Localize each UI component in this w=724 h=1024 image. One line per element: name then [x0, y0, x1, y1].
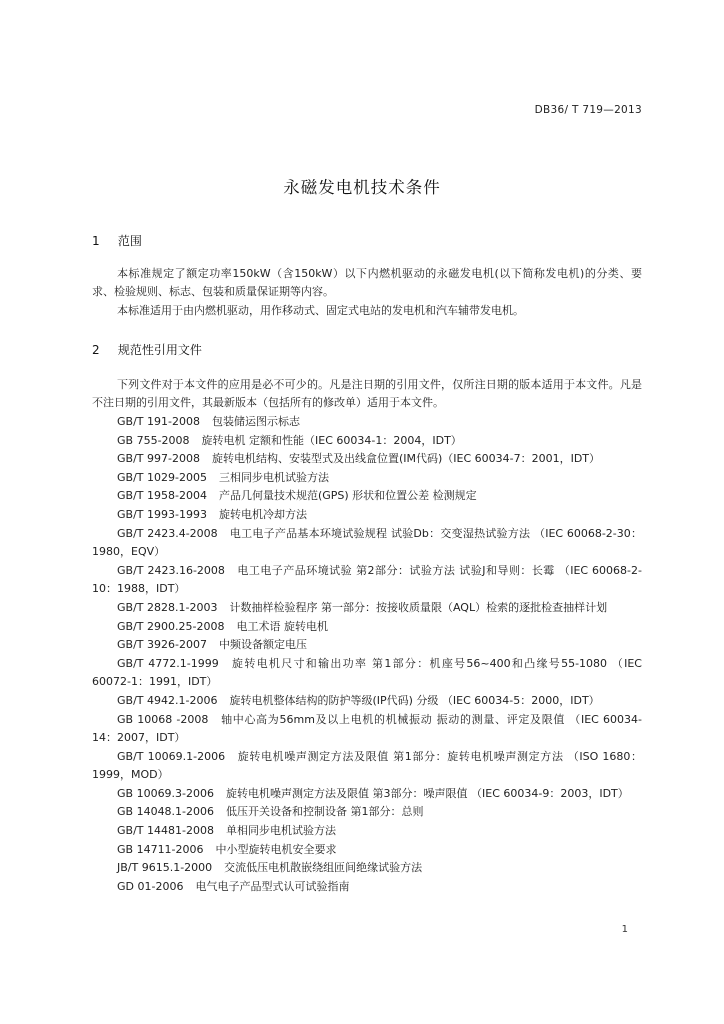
reference-title: 单相同步电机试验方法 [225, 824, 336, 838]
reference-item [92, 562, 642, 599]
document-title: 永磁发电机技术条件 [283, 178, 441, 197]
reference-code: GB/T 2828.1-2003 [117, 600, 218, 614]
section-1-heading [92, 232, 142, 249]
reference-title: 三相同步电机试验方法 [218, 470, 329, 484]
reference-title: 旋转电机整体结构的防护等级(IP代码) 分级 （IEC 60034-5：2000，IDT） [229, 693, 600, 707]
reference-title: 包装储运图示标志 [211, 415, 300, 428]
reference-title: 旋转电机尺寸和输出功率 第1部分：机座号56~400和凸缘号55-1080 （IEC 60072-1：1991，IDT） [92, 656, 642, 689]
reference-title: 旋转电机噪声测定方法及限值 第1部分：旋转电机噪声测定方法 （ISO 1680：1999，MOD） [92, 749, 642, 782]
reference-code: GB/T 1958-2004 [117, 489, 207, 503]
section-2-heading [92, 341, 202, 358]
reference-list [92, 413, 642, 896]
reference-item [92, 878, 642, 897]
reference-title: 中频设备额定电压 [218, 638, 307, 652]
reference-item [92, 655, 642, 692]
reference-title: 电工术语 旋转电机 [236, 619, 328, 633]
reference-code: GB 14711-2006 [117, 842, 204, 856]
reference-title: 交流低压电机散嵌绕组匝间绝缘试验方法 [224, 861, 423, 875]
reference-item [92, 748, 642, 785]
reference-item [92, 506, 642, 525]
reference-item [92, 618, 642, 637]
reference-item [92, 841, 642, 860]
section-number: 1 [92, 234, 100, 248]
reference-item [92, 692, 642, 711]
reference-title: 中小型旋转电机安全要求 [215, 842, 337, 856]
reference-code: JB/T 9615.1-2000 [117, 861, 213, 875]
reference-title: 产品几何量技术规范(GPS) 形状和位置公差 检测规定 [218, 489, 477, 503]
reference-code: GB/T 4942.1-2006 [117, 693, 218, 707]
reference-code: GB/T 10069.1-2006 [117, 749, 226, 763]
section-number: 2 [92, 343, 100, 357]
reference-code: GB 755-2008 [117, 433, 190, 447]
reference-code: GB 14048.1-2006 [117, 805, 215, 819]
reference-item [92, 822, 642, 841]
reference-code: GB/T 2900.25-2008 [117, 619, 225, 633]
reference-code: GB/T 191-2008 [117, 415, 200, 428]
reference-item [92, 859, 642, 878]
reference-item [92, 803, 642, 822]
reference-title: 旋转电机 定额和性能（IEC 60034-1：2004，IDT） [201, 433, 462, 447]
reference-code: GB/T 3926-2007 [117, 638, 207, 652]
scope-paragraph-1: 本标准规定了额定功率150kW（含150kW）以下内燃机驱动的永磁发电机(以下简称发电机)的分类、要求、检验规则、标志、包装和质量保证期等内容。 [92, 267, 642, 298]
scope-paragraph-2: 本标准适用于由内燃机驱动，用作移动式、固定式电站的发电机和汽车辅带发电机。 [117, 304, 524, 317]
reference-item [92, 636, 642, 655]
reference-code: GB/T 2423.4-2008 [117, 526, 218, 540]
reference-item [92, 525, 642, 562]
reference-item [92, 432, 642, 451]
reference-item [92, 450, 642, 469]
reference-code: GB 10068 -2008 [117, 712, 209, 726]
reference-title: 电气电子产品型式认可试验指南 [195, 879, 350, 893]
reference-code: GB/T 4772.1-1999 [117, 656, 219, 670]
document-code: DB36/ T 719—2013 [534, 104, 642, 116]
page-number: 1 [621, 924, 628, 935]
reference-code: GB 10069.3-2006 [117, 786, 215, 800]
reference-item [92, 711, 642, 748]
reference-code: GB/T 2423.16-2008 [117, 563, 225, 577]
reference-code: GD 01-2006 [117, 879, 184, 893]
reference-title: 旋转电机结构、安装型式及出线盒位置(IM代码)（IEC 60034-7：2001，IDT） [211, 452, 601, 466]
reference-title: 旋转电机噪声测定方法及限值 第3部分：噪声限值 （IEC 60034-9：2003，IDT） [226, 786, 629, 800]
reference-item [92, 469, 642, 488]
reference-title: 计数抽样检验程序 第一部分：按接收质量限（AQL）检索的逐批检查抽样计划 [229, 600, 608, 614]
reference-item [92, 599, 642, 618]
reference-item [92, 487, 642, 506]
section-title: 范围 [117, 234, 142, 248]
reference-item [92, 785, 642, 804]
reference-title: 轴中心高为56mm及以上电机的机械振动 振动的测量、评定及限值 （IEC 60034-14：2007，IDT） [92, 712, 642, 745]
references-intro: 下列文件对于本文件的应用是必不可少的。凡是注日期的引用文件，仅所注日期的版本适用于本文件。凡是不注日期的引用文件，其最新版本（包括所有的修改单）适用于本文件。 [92, 378, 642, 409]
reference-item [92, 413, 642, 432]
reference-code: GB/T 1993-1993 [117, 507, 207, 521]
reference-code: GB/T 14481-2008 [117, 824, 214, 838]
section-title: 规范性引用文件 [117, 343, 202, 357]
reference-code: GB/T 997-2008 [117, 452, 200, 466]
reference-title: 电工电子产品基本环境试验规程 试验Db：交变湿热试验方法 （IEC 60068-2-30：1980，EQV） [92, 526, 642, 559]
reference-title: 旋转电机冷却方法 [218, 507, 307, 521]
reference-title: 电工电子产品环境试验 第2部分：试验方法 试验J和导则：长霉 （IEC 60068-2-10：1988，IDT） [92, 563, 642, 596]
reference-title: 低压开关设备和控制设备 第1部分：总则 [226, 805, 424, 819]
reference-code: GB/T 1029-2005 [117, 470, 207, 484]
